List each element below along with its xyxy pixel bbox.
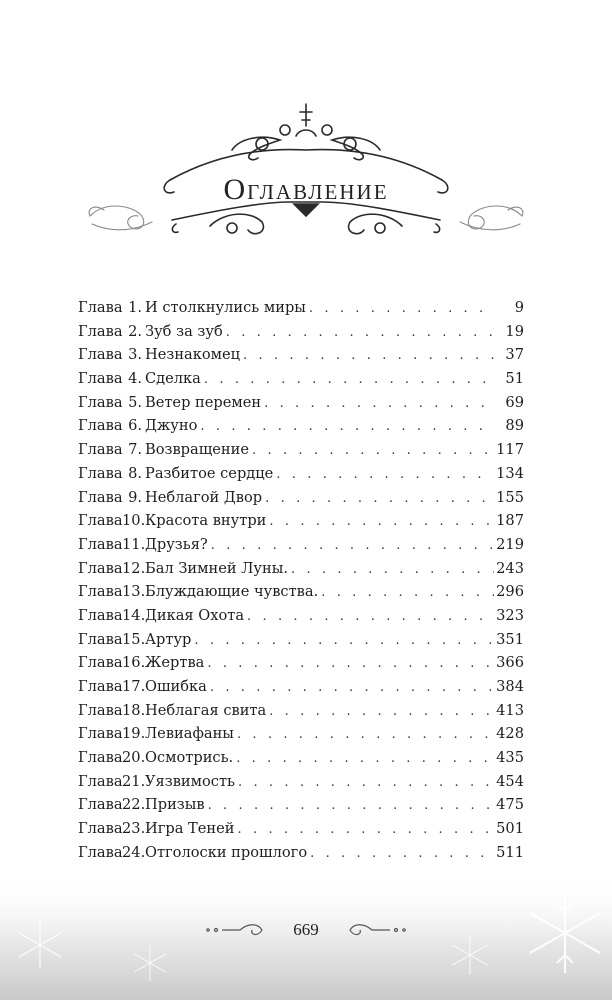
toc-entry-page: 219: [496, 535, 524, 553]
toc-entry-dot-leader: [237, 723, 494, 747]
toc-entry-number: 7.: [128, 441, 142, 459]
toc-entry-title: Неблагая свита: [145, 701, 267, 719]
toc-entry-label: Глава: [78, 630, 123, 648]
toc-entry: [78, 746, 524, 770]
toc-entry-title: Неблагой Двор: [145, 488, 263, 506]
toc-entry-label: Глава: [78, 488, 123, 506]
toc-entry-label: Глава: [78, 606, 123, 624]
toc-entry-title: Левиафаны: [145, 725, 234, 743]
toc-entry-title: Ошибка: [145, 678, 207, 695]
toc-entry-title: Блуждающие чувства.: [145, 583, 319, 601]
ornament-flourish-left: [90, 206, 144, 229]
toc-entry-page: 435: [496, 749, 524, 767]
toc-entry-dot-leader: [269, 510, 494, 534]
toc-entry-dot-leader: [269, 700, 494, 724]
toc-entry-page: 134: [496, 464, 524, 482]
toc-entry-page: 413: [496, 701, 524, 719]
toc-entry-dot-leader: [321, 581, 494, 605]
toc-entry-dot-leader: [207, 652, 494, 676]
toc-entry-dot-leader: [226, 321, 494, 345]
toc-entry: [78, 509, 524, 533]
toc-entry-number: 10.: [122, 512, 146, 530]
toc-entry-page: 475: [496, 796, 524, 814]
toc-entry-label: Глава: [78, 464, 123, 482]
toc-entry-title: Артур: [145, 630, 192, 648]
toc-entry-dot-leader: [194, 629, 494, 653]
page-number: 669: [293, 920, 319, 939]
toc-entry-page: 187: [496, 512, 524, 530]
ornament-top-curl-right: [332, 137, 380, 159]
toc-entry-label: Глава: [78, 370, 123, 388]
toc-entry-page: 454: [496, 772, 524, 790]
toc-entry-number: 15.: [122, 630, 146, 648]
toc-entry-number: 2.: [128, 322, 142, 340]
toc-entry-label: Глава: [78, 654, 123, 672]
toc-entry-page: 51: [505, 370, 524, 388]
toc-entry-dot-leader: [243, 344, 494, 368]
toc-entry-label: Глава: [78, 796, 123, 814]
toc-entry: [78, 699, 524, 723]
toc-entry-number: 14.: [122, 606, 146, 624]
toc-entry-title: Зуб за зуб: [145, 322, 223, 340]
toc-entry-label: Глава: [78, 322, 123, 340]
toc-entry-title: Уязвимость: [145, 772, 235, 790]
toc-entry-title: Разбитое сердце: [145, 464, 274, 482]
toc-entry: [78, 580, 524, 604]
toc-entry: [78, 628, 524, 652]
toc-entry-number: 22.: [122, 796, 146, 814]
toc-entry: [78, 557, 524, 581]
toc-entry-title: Игра Теней: [145, 820, 235, 838]
ornament-top-curl-left: [232, 137, 280, 159]
toc-entry-title: Красота внутри: [145, 512, 267, 530]
toc-entry-number: 11.: [122, 535, 146, 553]
toc-entry-number: 4.: [128, 370, 142, 388]
toc-entry-number: 19.: [122, 725, 146, 743]
toc-entry: [78, 367, 524, 391]
toc-entry: [78, 486, 524, 510]
toc-entry-page: 501: [496, 820, 524, 838]
toc-entry: [78, 604, 524, 628]
toc-entry-title: Призыв: [145, 796, 205, 814]
toc-entry-title: Ветер перемен: [145, 393, 262, 411]
toc-entry-number: 1.: [128, 299, 142, 316]
toc-entry: [78, 722, 524, 746]
toc-entry-title: Отголоски прошлого: [145, 843, 308, 861]
toc-entry-page: 296: [496, 583, 524, 601]
toc-entry-number: 16.: [122, 654, 146, 672]
toc-entry-page: 155: [496, 488, 524, 506]
toc-entry: [78, 533, 524, 557]
toc-entry-dot-leader: [210, 676, 494, 700]
toc-entry: [78, 651, 524, 675]
toc-entry-title: Осмотрись.: [145, 749, 234, 767]
toc-entry-number: 5.: [128, 393, 142, 411]
toc-entry: [78, 296, 524, 320]
toc-entry-number: 9.: [128, 488, 142, 506]
toc-entry-number: 23.: [122, 820, 146, 838]
toc-entry-page: 511: [496, 843, 524, 861]
toc-entry-page: 117: [496, 441, 524, 459]
toc-entry-page: 323: [496, 606, 524, 624]
toc-entry-label: Глава: [78, 346, 123, 364]
toc-entry-dot-leader: [238, 771, 494, 795]
toc-entry-dot-leader: [200, 415, 494, 439]
toc-entry-dot-leader: [310, 842, 494, 866]
toc-entry-page: 428: [496, 725, 524, 743]
toc-entry-page: 366: [496, 654, 524, 672]
toc-entry-label: Глава: [78, 843, 123, 861]
toc-entry-page: 37: [505, 346, 524, 364]
toc-entry-label: Глава: [78, 512, 123, 530]
toc-entry-number: 20.: [122, 749, 146, 767]
toc-entry-label: Глава: [78, 701, 123, 719]
toc-entry-title: Джуно: [145, 417, 198, 435]
table-of-contents: [78, 296, 524, 865]
toc-entry: [78, 675, 524, 699]
toc-entry-label: Глава: [78, 441, 123, 459]
toc-entry-dot-leader: [264, 392, 494, 416]
toc-entry-label: Глава: [78, 417, 123, 435]
toc-entry-number: 8.: [128, 464, 142, 482]
toc-entry-title: Незнакомец: [145, 346, 241, 364]
toc-entry-page: 243: [496, 559, 524, 577]
toc-entry: [78, 414, 524, 438]
toc-entry-number: 12.: [122, 559, 146, 577]
toc-entry: [78, 793, 524, 817]
toc-entry-number: 3.: [128, 346, 142, 364]
toc-entry-dot-leader: [252, 439, 494, 463]
toc-entry-number: 18.: [122, 701, 146, 719]
toc-entry-number: 24.: [122, 843, 146, 861]
toc-entry: [78, 438, 524, 462]
toc-entry-dot-leader: [309, 297, 494, 321]
toc-entry-title: Друзья?: [145, 535, 208, 553]
toc-entry-label: Глава: [78, 559, 123, 577]
toc-entry-label: Глава: [78, 299, 123, 316]
toc-entry-number: 13.: [122, 583, 146, 601]
toc-entry-page: 351: [496, 630, 524, 648]
toc-entry: [78, 343, 524, 367]
ornament-flourish-right: [468, 206, 522, 229]
toc-entry-number: 6.: [128, 417, 142, 435]
toc-entry: [78, 320, 524, 344]
toc-entry: [78, 462, 524, 486]
toc-entry-title: Сделка: [145, 370, 201, 388]
toc-entry-title: И столкнулись миры: [145, 299, 306, 316]
toc-entry-title: Бал Зимней Луны.: [145, 559, 288, 577]
toc-entry-dot-leader: [204, 368, 494, 392]
toc-entry-page: 69: [505, 393, 524, 411]
toc-entry-dot-leader: [208, 794, 494, 818]
toc-entry-label: Глава: [78, 678, 123, 695]
toc-entry-page: 384: [496, 678, 524, 695]
toc-entry-dot-leader: [276, 463, 494, 487]
toc-entry-page: 89: [505, 417, 524, 435]
toc-entry-title: Дикая Охота: [145, 606, 245, 624]
toc-entry-page: 19: [505, 322, 524, 340]
toc-entry-label: Глава: [78, 535, 123, 553]
toc-entry-dot-leader: [265, 487, 494, 511]
toc-entry: [78, 391, 524, 415]
toc-entry-page: 9: [514, 299, 524, 316]
toc-entry-label: Глава: [78, 772, 123, 790]
toc-entry-number: 21.: [122, 772, 146, 790]
toc-entry-label: Глава: [78, 820, 123, 838]
toc-entry-dot-leader: [247, 605, 494, 629]
toc-entry-dot-leader: [238, 818, 494, 842]
toc-entry-dot-leader: [236, 747, 494, 771]
toc-entry-label: Глава: [78, 725, 123, 743]
toc-entry-number: 17.: [122, 678, 146, 695]
toc-entry-label: Глава: [78, 749, 123, 767]
toc-entry: [78, 770, 524, 794]
toc-entry: [78, 841, 524, 865]
toc-entry-title: Возвращение: [145, 441, 250, 459]
toc-entry-label: Глава: [78, 583, 123, 601]
toc-entry-title: Жертва: [145, 654, 205, 672]
toc-entry-dot-leader: [211, 534, 494, 558]
page-title: Оглавление: [223, 173, 389, 206]
toc-entry-dot-leader: [291, 558, 494, 582]
toc-entry-label: Глава: [78, 393, 123, 411]
toc-entry: [78, 817, 524, 841]
